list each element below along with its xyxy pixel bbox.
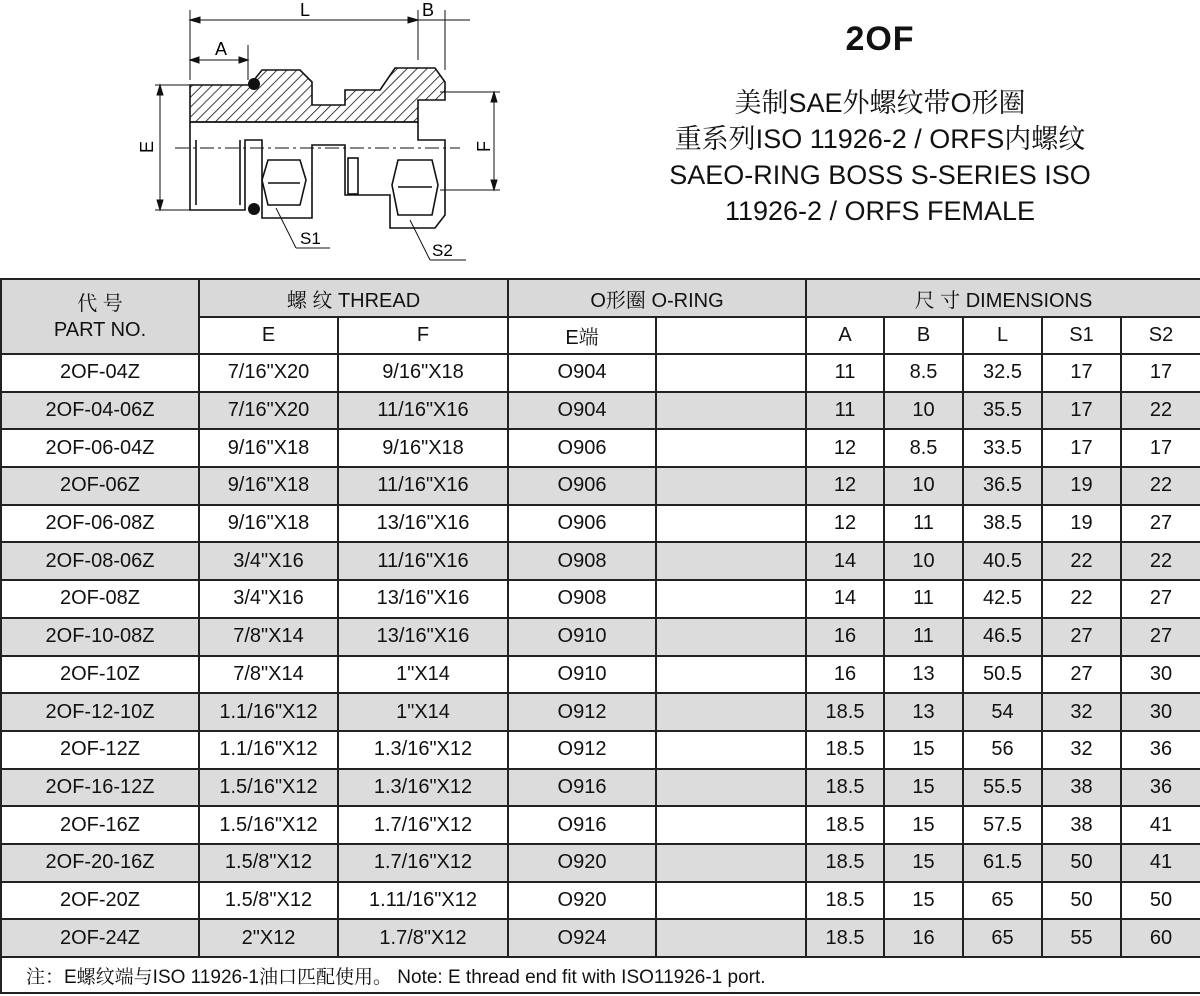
cell-part-no: 2OF-06Z bbox=[1, 467, 199, 505]
cell-dim-s2: 30 bbox=[1121, 656, 1200, 694]
table-row bbox=[1, 769, 1200, 807]
header-part-no bbox=[1, 279, 199, 354]
cell-dim-s2: 22 bbox=[1121, 467, 1200, 505]
cell-dim-l: 38.5 bbox=[963, 505, 1042, 543]
table-row bbox=[1, 392, 1200, 430]
cell-dim-a: 11 bbox=[806, 392, 884, 430]
cell-dim-b: 11 bbox=[884, 505, 963, 543]
cell-dim-s2: 50 bbox=[1121, 882, 1200, 920]
cell-dim-b: 13 bbox=[884, 656, 963, 694]
cell-thread-e: 7/8"X14 bbox=[199, 656, 338, 694]
spec-table bbox=[0, 278, 1200, 994]
cell-dim-l: 57.5 bbox=[963, 806, 1042, 844]
title-line-4: 11926-2 / ORFS FEMALE bbox=[724, 196, 1036, 226]
cell-part-no: 2OF-04Z bbox=[1, 354, 199, 392]
cell-thread-e: 2"X12 bbox=[199, 919, 338, 957]
cell-part-no: 2OF-16-12Z bbox=[1, 769, 199, 807]
cell-thread-f: 13/16"X16 bbox=[338, 505, 508, 543]
cell-oring-e-end: O916 bbox=[508, 806, 656, 844]
cell-thread-f: 1.3/16"X12 bbox=[338, 769, 508, 807]
cell-thread-f: 1"X14 bbox=[338, 656, 508, 694]
cell-oring-e-end: O910 bbox=[508, 656, 656, 694]
subheader-e: E bbox=[199, 317, 338, 354]
cell-oring-blank bbox=[656, 354, 806, 392]
cell-dim-a: 18.5 bbox=[806, 769, 884, 807]
cell-dim-a: 18.5 bbox=[806, 882, 884, 920]
table-row bbox=[1, 354, 1200, 392]
cell-oring-e-end: O908 bbox=[508, 542, 656, 580]
cell-oring-e-end: O920 bbox=[508, 882, 656, 920]
cell-dim-a: 12 bbox=[806, 467, 884, 505]
cell-dim-s1: 32 bbox=[1042, 731, 1121, 769]
cell-dim-a: 12 bbox=[806, 505, 884, 543]
cell-dim-s1: 17 bbox=[1042, 354, 1121, 392]
cell-dim-s1: 19 bbox=[1042, 505, 1121, 543]
cell-dim-s1: 38 bbox=[1042, 806, 1121, 844]
cell-dim-s2: 22 bbox=[1121, 392, 1200, 430]
table-row bbox=[1, 693, 1200, 731]
subheader-a: A bbox=[806, 317, 884, 354]
o-ring-lower bbox=[248, 203, 260, 215]
cell-dim-a: 18.5 bbox=[806, 844, 884, 882]
cell-part-no: 2OF-24Z bbox=[1, 919, 199, 957]
cell-oring-e-end: O906 bbox=[508, 505, 656, 543]
cell-dim-a: 18.5 bbox=[806, 919, 884, 957]
cell-oring-blank bbox=[656, 656, 806, 694]
cell-thread-e: 1.5/16"X12 bbox=[199, 806, 338, 844]
cell-thread-e: 1.5/8"X12 bbox=[199, 882, 338, 920]
cell-dim-a: 11 bbox=[806, 354, 884, 392]
cell-dim-a: 16 bbox=[806, 656, 884, 694]
cell-dim-b: 16 bbox=[884, 919, 963, 957]
cell-dim-s1: 17 bbox=[1042, 392, 1121, 430]
cell-dim-b: 8.5 bbox=[884, 429, 963, 467]
cell-dim-s1: 19 bbox=[1042, 467, 1121, 505]
cell-part-no: 2OF-10Z bbox=[1, 656, 199, 694]
cell-part-no: 2OF-08-06Z bbox=[1, 542, 199, 580]
cell-dim-b: 15 bbox=[884, 731, 963, 769]
cell-dim-l: 61.5 bbox=[963, 844, 1042, 882]
cell-dim-s2: 27 bbox=[1121, 618, 1200, 656]
cell-thread-e: 1.1/16"X12 bbox=[199, 693, 338, 731]
label-L: L bbox=[300, 0, 311, 20]
cell-dim-s2: 27 bbox=[1121, 580, 1200, 618]
cell-dim-s2: 41 bbox=[1121, 844, 1200, 882]
cell-dim-l: 54 bbox=[963, 693, 1042, 731]
cell-part-no: 2OF-12-10Z bbox=[1, 693, 199, 731]
cell-dim-a: 16 bbox=[806, 618, 884, 656]
cell-thread-f: 11/16"X16 bbox=[338, 392, 508, 430]
cell-oring-blank bbox=[656, 429, 806, 467]
cell-dim-s2: 36 bbox=[1121, 731, 1200, 769]
cell-oring-blank bbox=[656, 769, 806, 807]
cell-dim-b: 10 bbox=[884, 467, 963, 505]
cell-thread-f: 9/16"X18 bbox=[338, 354, 508, 392]
table-row bbox=[1, 429, 1200, 467]
cell-dim-b: 10 bbox=[884, 542, 963, 580]
cell-thread-e: 1.5/8"X12 bbox=[199, 844, 338, 882]
cell-thread-f: 13/16"X16 bbox=[338, 618, 508, 656]
cell-part-no: 2OF-20Z bbox=[1, 882, 199, 920]
fitting-drawing bbox=[130, 0, 520, 270]
table-row bbox=[1, 882, 1200, 920]
cell-dim-s1: 32 bbox=[1042, 693, 1121, 731]
cell-thread-e: 9/16"X18 bbox=[199, 467, 338, 505]
cell-dim-l: 35.5 bbox=[963, 392, 1042, 430]
subheader-blank bbox=[656, 317, 806, 354]
cell-oring-e-end: O924 bbox=[508, 919, 656, 957]
cell-thread-e: 3/4"X16 bbox=[199, 542, 338, 580]
cell-oring-blank bbox=[656, 467, 806, 505]
subheader-f: F bbox=[338, 317, 508, 354]
subheader-s2: S2 bbox=[1121, 317, 1200, 354]
cell-oring-e-end: O906 bbox=[508, 429, 656, 467]
cell-thread-e: 1.1/16"X12 bbox=[199, 731, 338, 769]
product-heading bbox=[640, 20, 1120, 229]
cell-dim-s1: 27 bbox=[1042, 618, 1121, 656]
cell-part-no: 2OF-16Z bbox=[1, 806, 199, 844]
cell-thread-e: 7/8"X14 bbox=[199, 618, 338, 656]
cell-dim-l: 32.5 bbox=[963, 354, 1042, 392]
cell-thread-e: 9/16"X18 bbox=[199, 429, 338, 467]
cell-oring-blank bbox=[656, 580, 806, 618]
label-A: A bbox=[215, 39, 228, 59]
table-row bbox=[1, 656, 1200, 694]
cell-thread-f: 11/16"X16 bbox=[338, 542, 508, 580]
cell-oring-blank bbox=[656, 693, 806, 731]
cell-dim-s1: 17 bbox=[1042, 429, 1121, 467]
cell-dim-a: 14 bbox=[806, 580, 884, 618]
table-note: 注：E螺纹端与ISO 11926-1油口匹配使用。 Note: E thread end fit with ISO11926-1 port. bbox=[1, 957, 1200, 993]
cell-dim-s1: 27 bbox=[1042, 656, 1121, 694]
cell-oring-e-end: O910 bbox=[508, 618, 656, 656]
cell-oring-blank bbox=[656, 618, 806, 656]
cell-dim-b: 15 bbox=[884, 769, 963, 807]
cell-dim-s2: 41 bbox=[1121, 806, 1200, 844]
title-line-2: 重系列ISO 11926-2 / ORFS内螺纹 bbox=[674, 124, 1086, 154]
cell-oring-e-end: O904 bbox=[508, 354, 656, 392]
cell-dim-a: 12 bbox=[806, 429, 884, 467]
cell-dim-s1: 50 bbox=[1042, 882, 1121, 920]
label-S1: S1 bbox=[300, 229, 321, 248]
model-code: 2OF bbox=[845, 20, 915, 58]
cell-dim-s2: 60 bbox=[1121, 919, 1200, 957]
cell-dim-s1: 22 bbox=[1042, 542, 1121, 580]
cell-dim-l: 40.5 bbox=[963, 542, 1042, 580]
table-row bbox=[1, 919, 1200, 957]
cell-thread-f: 1.7/16"X12 bbox=[338, 806, 508, 844]
cell-dim-b: 15 bbox=[884, 806, 963, 844]
cell-dim-s1: 55 bbox=[1042, 919, 1121, 957]
cell-dim-a: 14 bbox=[806, 542, 884, 580]
cell-part-no: 2OF-10-08Z bbox=[1, 618, 199, 656]
cell-thread-e: 7/16"X20 bbox=[199, 354, 338, 392]
table-row bbox=[1, 542, 1200, 580]
cell-oring-blank bbox=[656, 731, 806, 769]
cell-oring-e-end: O912 bbox=[508, 693, 656, 731]
cell-thread-f: 11/16"X16 bbox=[338, 467, 508, 505]
cell-part-no: 2OF-20-16Z bbox=[1, 844, 199, 882]
subheader-e-end: E端 bbox=[508, 317, 656, 354]
cell-dim-l: 56 bbox=[963, 731, 1042, 769]
cell-oring-blank bbox=[656, 806, 806, 844]
cell-thread-f: 9/16"X18 bbox=[338, 429, 508, 467]
cell-dim-l: 55.5 bbox=[963, 769, 1042, 807]
cell-dim-l: 33.5 bbox=[963, 429, 1042, 467]
cell-thread-e: 3/4"X16 bbox=[199, 580, 338, 618]
label-F: F bbox=[474, 141, 494, 152]
cell-thread-f: 1.3/16"X12 bbox=[338, 731, 508, 769]
cell-dim-a: 18.5 bbox=[806, 806, 884, 844]
subheader-s1: S1 bbox=[1042, 317, 1121, 354]
cell-dim-b: 8.5 bbox=[884, 354, 963, 392]
cell-thread-e: 9/16"X18 bbox=[199, 505, 338, 543]
cell-thread-f: 1.7/16"X12 bbox=[338, 844, 508, 882]
cell-dim-l: 65 bbox=[963, 882, 1042, 920]
cell-oring-e-end: O906 bbox=[508, 467, 656, 505]
table-row bbox=[1, 844, 1200, 882]
cell-dim-s2: 27 bbox=[1121, 505, 1200, 543]
cell-thread-f: 1"X14 bbox=[338, 693, 508, 731]
header-oring: O形圈 O-RING bbox=[508, 279, 806, 317]
cell-part-no: 2OF-06-08Z bbox=[1, 505, 199, 543]
cell-part-no: 2OF-06-04Z bbox=[1, 429, 199, 467]
cell-dim-b: 10 bbox=[884, 392, 963, 430]
cell-thread-e: 7/16"X20 bbox=[199, 392, 338, 430]
cell-part-no: 2OF-08Z bbox=[1, 580, 199, 618]
cell-oring-e-end: O908 bbox=[508, 580, 656, 618]
cell-dim-l: 42.5 bbox=[963, 580, 1042, 618]
cell-dim-s1: 50 bbox=[1042, 844, 1121, 882]
cell-dim-b: 15 bbox=[884, 844, 963, 882]
header-part-en: PART NO. bbox=[53, 318, 147, 341]
cell-dim-l: 50.5 bbox=[963, 656, 1042, 694]
cell-dim-s1: 38 bbox=[1042, 769, 1121, 807]
cell-thread-f: 1.7/8"X12 bbox=[338, 919, 508, 957]
cell-oring-blank bbox=[656, 505, 806, 543]
table-row bbox=[1, 580, 1200, 618]
cell-oring-blank bbox=[656, 919, 806, 957]
cell-thread-f: 1.11/16"X12 bbox=[338, 882, 508, 920]
dim-F bbox=[440, 92, 500, 190]
subheader-l: L bbox=[963, 317, 1042, 354]
table-body bbox=[1, 354, 1200, 957]
table-row bbox=[1, 505, 1200, 543]
cell-dim-a: 18.5 bbox=[806, 693, 884, 731]
table-row bbox=[1, 731, 1200, 769]
cell-oring-blank bbox=[656, 844, 806, 882]
label-B: B bbox=[422, 0, 435, 20]
cell-oring-e-end: O916 bbox=[508, 769, 656, 807]
cell-dim-s2: 30 bbox=[1121, 693, 1200, 731]
table-row bbox=[1, 806, 1200, 844]
header-thread: 螺 纹 THREAD bbox=[199, 279, 508, 317]
title-line-1: 美制SAE外螺纹带O形圈 bbox=[734, 88, 1026, 118]
table-row bbox=[1, 467, 1200, 505]
cell-dim-s2: 17 bbox=[1121, 429, 1200, 467]
cell-dim-b: 11 bbox=[884, 580, 963, 618]
cell-dim-l: 46.5 bbox=[963, 618, 1042, 656]
cell-oring-blank bbox=[656, 882, 806, 920]
cell-oring-blank bbox=[656, 392, 806, 430]
cell-dim-s2: 22 bbox=[1121, 542, 1200, 580]
cell-oring-blank bbox=[656, 542, 806, 580]
subheader-b: B bbox=[884, 317, 963, 354]
cell-dim-s1: 22 bbox=[1042, 580, 1121, 618]
cell-dim-s2: 17 bbox=[1121, 354, 1200, 392]
header-part-cn: 代 号 bbox=[77, 292, 123, 315]
cell-part-no: 2OF-12Z bbox=[1, 731, 199, 769]
cell-dim-s2: 36 bbox=[1121, 769, 1200, 807]
cell-dim-a: 18.5 bbox=[806, 731, 884, 769]
cell-oring-e-end: O904 bbox=[508, 392, 656, 430]
cell-dim-l: 36.5 bbox=[963, 467, 1042, 505]
title-line-3: SAEO-RING BOSS S-SERIES ISO bbox=[669, 160, 1091, 190]
label-S2: S2 bbox=[432, 241, 453, 260]
cell-thread-e: 1.5/16"X12 bbox=[199, 769, 338, 807]
label-E: E bbox=[137, 140, 157, 153]
cell-oring-e-end: O920 bbox=[508, 844, 656, 882]
cell-part-no: 2OF-04-06Z bbox=[1, 392, 199, 430]
cell-thread-f: 13/16"X16 bbox=[338, 580, 508, 618]
cell-dim-b: 15 bbox=[884, 882, 963, 920]
cell-dim-l: 65 bbox=[963, 919, 1042, 957]
table-row bbox=[1, 618, 1200, 656]
header-dimensions: 尺 寸 DIMENSIONS bbox=[806, 279, 1200, 317]
cell-dim-b: 13 bbox=[884, 693, 963, 731]
cell-dim-b: 11 bbox=[884, 618, 963, 656]
cell-oring-e-end: O912 bbox=[508, 731, 656, 769]
o-ring-upper bbox=[248, 78, 260, 90]
